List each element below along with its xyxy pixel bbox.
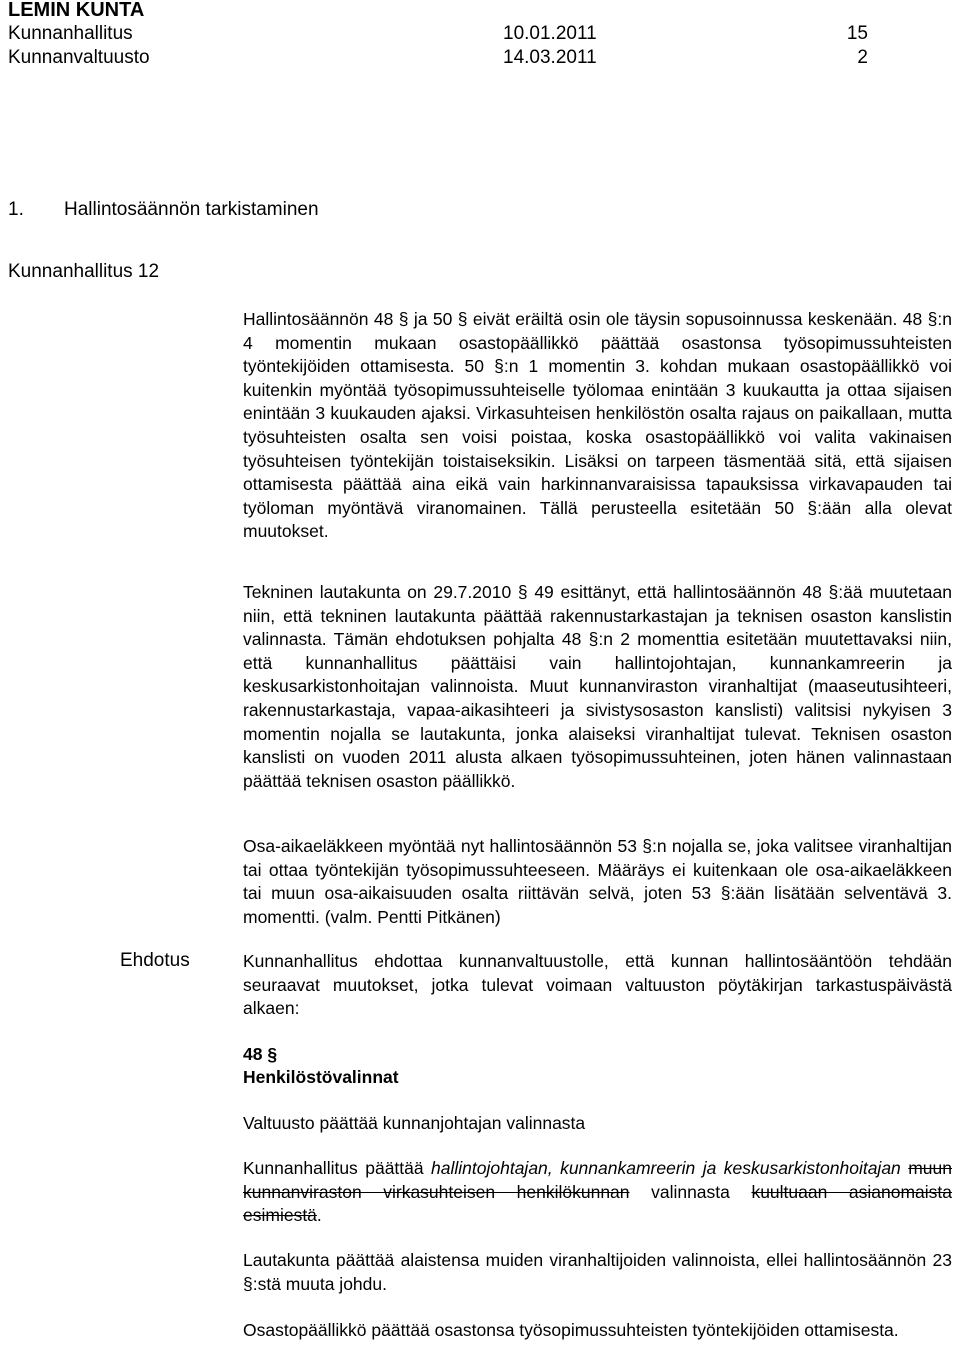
section-number: 1. — [8, 199, 24, 220]
article-line-board-end: . — [316, 1205, 322, 1226]
proposal-text: Kunnanhallitus ehdottaa kunnanvaltuustolle, että kunnan hallintosääntöön tehdään seuraavat muutokset, jotka tulevat voimaan valtuuston pöytäkirjan tarkastuspäivästä alkaen: — [243, 951, 952, 1019]
paragraph-part-time-pension: Osa-aikaeläkkeen myöntää nyt hallintosäännön 53 §:n nojalla se, joka valitsee viranhaltijan tai ottaa työntekijän työsopimussuhteeseen. Määräys ei kuitenkaan ole osa-aikaeläkkeen tai muun osa-aikaisuuden osalta riittävän selvä, joten 53 §:ään lisätään selventävä 3. momentti. (valm. Pentti Pitkänen) — [243, 836, 952, 927]
paragraph-background: Hallintosäännön 48 § ja 50 § eivät eräiltä osin ole täysin sopusoinnussa keskenään. 48 §:n 4 momentin mukaan osastopäällikkö päättää osastonsa työsopimussuhteisten työntekijöiden ottamisesta. 50 §:n 1 momentin 3. kohdan mukaan osastopäällikkö voi kuitenkin myöntää työsopimussuhteiselle työlomaa enintään 3 kuukautta ja ottaa sijaisen enintään 3 kuukauden ajaksi. Virkasuhteisen henkilöstön osalta rajaus on paikallaan, mutta työsuhteisten osalta sen voisi poistaa, koska osastopäällikkö voi valita vakinaisen työsuhteisen työntekijän toistaiseksikin. Lisäksi on tarpeen täsmentää sitä, että sijaisen ottamisesta päättää aina eikä vain harkinnanvaraisissa tapauksissa virkavapauden tai työloman myöntävä viranomainen. Tällä perusteella esitetään 50 §:ään alla olevat muutokset. — [243, 309, 952, 542]
header-body-name: Kunnanvaltuusto — [8, 47, 150, 68]
header-page-number: 15 — [846, 23, 868, 44]
article-line-council: Valtuusto päättää kunnanjohtajan valinnasta — [243, 1113, 586, 1133]
article-number: 48 § — [243, 1044, 278, 1064]
board-reference: Kunnanhallitus 12 — [8, 261, 160, 282]
header-row-council — [8, 46, 868, 70]
deleted-text: muun kunnanviraston virkasuhteisen henkilökunnan — [243, 1158, 952, 1202]
article-line-department-head: Osastopäällikkö päättää osastonsa työsopimussuhteisten työntekijöiden ottamisesta. — [243, 1320, 899, 1340]
proposal-label: Ehdotus — [120, 950, 190, 971]
paragraph-technical-board: Tekninen lautakunta on 29.7.2010 § 49 esittänyt, että hallintosäännön 48 §:ää muutetaan niin, että tekninen lautakunta päättää rakennustarkastajan ja teknisen osaston kanslistin valinnasta. Tämän ehdotuksen pohjalta 48 §:n 2 momenttia esitetään muutettavaksi niin, että kunnanhallitus päättäisi vain hallintojohtajan, kunnankamreerin ja keskusarkistonhoitajan valinnoista. Muut kunnanviraston viranhaltijat (maaseutusihteeri, rakennustarkastaja, vapaa-aikasihteeri ja sivistysosaston kanslisti) valitsisi nykyisen 3 momentin nojalla se lautakunta, jonka alaiseksi viranhaltijat tulevat. Teknisen osaston kanslisti on vuoden 2011 alusta alkaen työsopimussuhteinen, joten hänen valinnastaan päättää teknisen osaston päällikkö. — [243, 582, 952, 791]
article-line-board-text: valinnasta — [629, 1181, 752, 1202]
header-row-board — [8, 22, 868, 46]
header-body-name: Kunnanhallitus — [8, 23, 133, 44]
article-line-board — [243, 1157, 952, 1228]
deleted-text: kuultuaan asianomaista esimiestä — [243, 1181, 952, 1226]
inserted-text: hallintojohtajan, kunnankamreerin ja keskusarkistonhoitajan — [431, 1158, 901, 1178]
section-heading — [8, 197, 319, 223]
article-line-board-text: Kunnanhallitus päättää — [243, 1158, 432, 1178]
organization-name: LEMIN KUNTA — [8, 0, 145, 21]
article-title: Henkilöstövalinnat — [243, 1067, 399, 1087]
section-title-text: Hallintosäännön tarkistaminen — [64, 199, 319, 220]
header-meeting-date: 14.03.2011 — [503, 47, 597, 68]
header-page-number: 2 — [857, 47, 868, 68]
article-line-committee: Lautakunta päättää alaistensa muiden viranhaltijoiden valinnoista, ellei hallintosäännön 23 §:stä muuta johdu. — [243, 1250, 952, 1294]
header-meeting-date: 10.01.2011 — [503, 23, 597, 44]
